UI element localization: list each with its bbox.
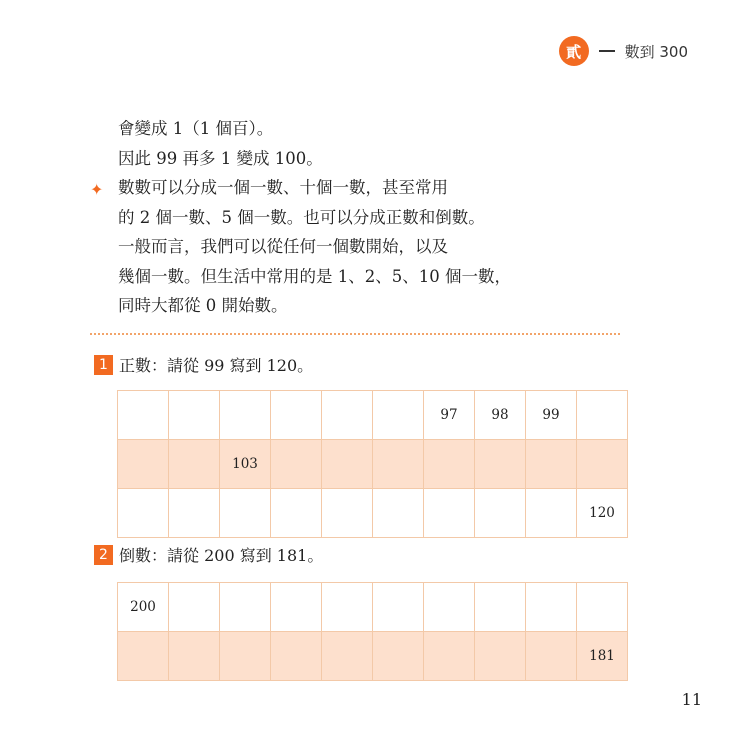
grid-cell[interactable] bbox=[424, 440, 475, 489]
grid-cell[interactable] bbox=[118, 632, 169, 681]
grid-cell[interactable] bbox=[271, 583, 322, 632]
grid-cell[interactable] bbox=[220, 632, 271, 681]
dotted-divider bbox=[90, 333, 620, 335]
question-1 bbox=[94, 353, 313, 376]
grid-cell[interactable] bbox=[475, 440, 526, 489]
grid-cell[interactable] bbox=[271, 489, 322, 538]
page-number: 11 bbox=[681, 690, 702, 709]
grid-cell[interactable] bbox=[475, 632, 526, 681]
grid-cell[interactable] bbox=[322, 632, 373, 681]
question-text: 倒數：請從 200 寫到 181。 bbox=[119, 546, 324, 565]
grid-cell[interactable] bbox=[577, 391, 628, 440]
grid-row bbox=[118, 583, 628, 632]
header-dash bbox=[599, 50, 615, 52]
grid-row bbox=[118, 391, 628, 440]
grid-cell[interactable]: 120 bbox=[577, 489, 628, 538]
count-up-grid bbox=[117, 390, 628, 538]
grid-cell[interactable] bbox=[373, 583, 424, 632]
grid-cell[interactable]: 97 bbox=[424, 391, 475, 440]
grid-cell[interactable] bbox=[271, 632, 322, 681]
grid-cell[interactable] bbox=[169, 632, 220, 681]
chapter-badge: 貳 bbox=[559, 36, 589, 66]
text-line: 一般而言，我們可以從任何一個數開始，以及 bbox=[118, 237, 448, 256]
chapter-title: 數到 300 bbox=[624, 42, 688, 61]
grid-cell[interactable] bbox=[169, 583, 220, 632]
grid-cell[interactable] bbox=[322, 391, 373, 440]
grid-row bbox=[118, 440, 628, 489]
grid-cell[interactable] bbox=[526, 632, 577, 681]
count-down-grid bbox=[117, 582, 628, 681]
text-line: 數數可以分成一個一數、十個一數，甚至常用 bbox=[118, 178, 448, 197]
grid-cell[interactable] bbox=[118, 489, 169, 538]
diamond-bullet-icon: ✦ bbox=[90, 180, 104, 199]
grid-cell[interactable] bbox=[424, 632, 475, 681]
text-line: 幾個一數。但生活中常用的是 1、2、5、10 個一數， bbox=[118, 266, 511, 286]
grid-cell[interactable] bbox=[271, 391, 322, 440]
grid-cell[interactable] bbox=[373, 440, 424, 489]
grid-cell[interactable] bbox=[526, 440, 577, 489]
grid-row bbox=[118, 632, 628, 681]
grid-cell[interactable] bbox=[577, 440, 628, 489]
grid-cell[interactable] bbox=[169, 489, 220, 538]
question-text: 正數：請從 99 寫到 120。 bbox=[119, 356, 314, 375]
grid-cell[interactable]: 181 bbox=[577, 632, 628, 681]
text-line: 因此 99 再多 1 變成 100。 bbox=[118, 148, 323, 168]
grid-cell[interactable] bbox=[373, 632, 424, 681]
grid-cell[interactable] bbox=[526, 489, 577, 538]
grid-cell[interactable] bbox=[220, 489, 271, 538]
grid-cell[interactable] bbox=[118, 440, 169, 489]
grid-cell[interactable] bbox=[169, 391, 220, 440]
chapter-header bbox=[559, 36, 688, 66]
text-line: 同時大都從 0 開始數。 bbox=[118, 296, 288, 315]
grid-cell[interactable] bbox=[475, 489, 526, 538]
grid-cell[interactable]: 103 bbox=[220, 440, 271, 489]
grid-cell[interactable] bbox=[118, 391, 169, 440]
grid-cell[interactable]: 99 bbox=[526, 391, 577, 440]
grid-cell[interactable] bbox=[373, 489, 424, 538]
grid-cell[interactable] bbox=[322, 440, 373, 489]
grid-cell[interactable]: 200 bbox=[118, 583, 169, 632]
grid-cell[interactable] bbox=[322, 583, 373, 632]
intro-paragraph bbox=[118, 114, 638, 173]
grid-cell[interactable] bbox=[424, 489, 475, 538]
grid-cell[interactable] bbox=[220, 583, 271, 632]
question-number-badge: 1 bbox=[94, 355, 113, 375]
grid-cell[interactable] bbox=[373, 391, 424, 440]
grid-cell[interactable] bbox=[424, 583, 475, 632]
question-2 bbox=[94, 543, 323, 566]
text-line: 會變成 1（1 個百）。 bbox=[118, 119, 274, 138]
grid-cell[interactable] bbox=[271, 440, 322, 489]
text-line: 的 2 個一數、5 個一數。也可以分成正數和倒數。 bbox=[118, 207, 485, 227]
grid-cell[interactable] bbox=[475, 583, 526, 632]
grid-cell[interactable] bbox=[169, 440, 220, 489]
grid-cell[interactable] bbox=[220, 391, 271, 440]
grid-cell[interactable] bbox=[577, 583, 628, 632]
grid-cell[interactable]: 98 bbox=[475, 391, 526, 440]
grid-cell[interactable] bbox=[322, 489, 373, 538]
question-number-badge: 2 bbox=[94, 545, 113, 565]
explanation-paragraph bbox=[118, 173, 638, 321]
grid-row bbox=[118, 489, 628, 538]
grid-cell[interactable] bbox=[526, 583, 577, 632]
